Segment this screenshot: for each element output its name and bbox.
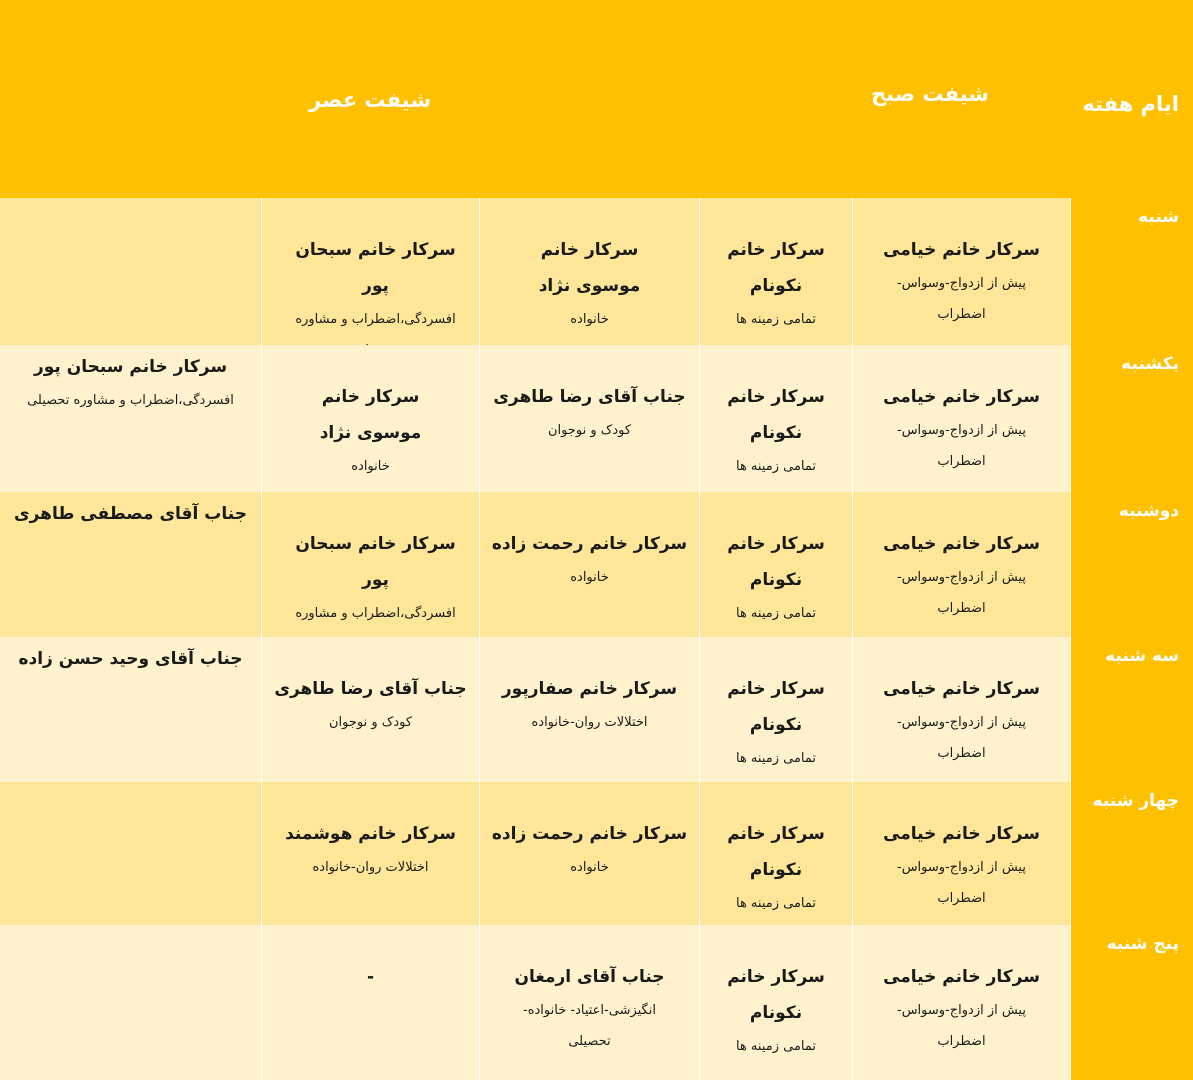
day-cell: پنج شنبه bbox=[1071, 925, 1193, 1080]
counselor-specialty: پیش از ازدواج-وسواس- اضطراب bbox=[897, 423, 1026, 469]
counselor-specialty: پیش از ازدواج-وسواس- اضطراب bbox=[897, 860, 1026, 906]
counselor-specialty: پیش از ازدواج-وسواس- اضطراب bbox=[897, 1003, 1026, 1049]
morning-cell-1 bbox=[853, 782, 1071, 925]
counselor-name: جناب آقای رضا طاهری bbox=[493, 387, 686, 407]
counselor-name: جناب آقای وحید حسن زاده bbox=[18, 649, 243, 669]
counselor-specialty: تمامی زمینه ها bbox=[735, 606, 817, 621]
evening-cell-1 bbox=[480, 782, 700, 925]
evening-cell-1 bbox=[480, 925, 700, 1080]
counselor-name: سرکار خانم خیامی bbox=[883, 387, 1040, 407]
counselor-specialty: افسردگی،اضطراب و مشاوره bbox=[295, 312, 456, 327]
table-row bbox=[0, 198, 1193, 345]
evening-cell-1 bbox=[480, 345, 700, 492]
counselor-specialty: پیش از ازدواج-وسواس- اضطراب bbox=[897, 570, 1026, 616]
table-row bbox=[0, 782, 1193, 925]
table-row bbox=[0, 345, 1193, 492]
day-cell: یکشنبه bbox=[1071, 345, 1193, 492]
counselor-name: سرکار خانم سبحان پور bbox=[33, 357, 228, 377]
counselor-specialty: پیش از ازدواج-وسواس- اضطراب bbox=[897, 276, 1026, 322]
morning-cell-2 bbox=[700, 198, 853, 345]
morning-cell-1 bbox=[853, 492, 1071, 637]
counselor-name: جناب آقای رضا طاهری bbox=[274, 679, 467, 699]
counselor-specialty: کودک و نوجوان bbox=[547, 423, 632, 438]
evening-cell-3 bbox=[0, 637, 262, 782]
counselor-specialty: خانواده bbox=[570, 570, 609, 585]
counselor-specialty: تمامی زمینه ها bbox=[735, 751, 817, 766]
morning-cell-2 bbox=[700, 492, 853, 637]
counselor-specialty: خانواده bbox=[570, 860, 609, 875]
evening-cell-3 bbox=[0, 492, 262, 637]
evening-cell-2 bbox=[262, 345, 480, 492]
counselor-specialty: پیش از ازدواج-وسواس- اضطراب bbox=[897, 715, 1026, 761]
counselor-name: سرکار خانم رحمت زاده bbox=[491, 534, 688, 554]
counselor-name: سرکار خانم نکونام bbox=[727, 387, 825, 443]
evening-cell-3 bbox=[0, 925, 262, 1080]
header-days: ایام هفته bbox=[1082, 92, 1179, 116]
evening-cell-2 bbox=[262, 492, 480, 637]
counselor-specialty: اختلالات روان-خانواده bbox=[312, 860, 429, 875]
counselor-name: سرکار خانم هوشمند bbox=[285, 824, 456, 844]
table-row bbox=[0, 637, 1193, 782]
counselor-name: سرکار خانم رحمت زاده bbox=[491, 824, 688, 844]
counselor-name: سرکار خانم صفارپور bbox=[501, 679, 678, 699]
evening-cell-2 bbox=[262, 637, 480, 782]
counselor-specialty: تمامی زمینه ها bbox=[735, 312, 817, 327]
morning-cell-1 bbox=[853, 925, 1071, 1080]
day-cell: سه شنبه bbox=[1071, 637, 1193, 782]
counselor-name: - bbox=[366, 967, 375, 987]
evening-cell-1 bbox=[480, 492, 700, 637]
evening-cell-3 bbox=[0, 345, 262, 492]
morning-cell-1 bbox=[853, 637, 1071, 782]
evening-cell-2 bbox=[262, 782, 480, 925]
counselor-specialty: اختلالات روان-خانواده bbox=[531, 715, 648, 730]
counselor-name: سرکار خانم نکونام bbox=[727, 534, 825, 590]
day-cell: دوشنبه bbox=[1071, 492, 1193, 637]
counselor-specialty: خانواده bbox=[351, 459, 390, 474]
evening-cell-1 bbox=[480, 637, 700, 782]
counselor-name: سرکار خانم خیامی bbox=[883, 679, 1040, 699]
counselor-specialty: افسردگی،اضطراب و مشاوره تحصیلی bbox=[27, 393, 234, 408]
evening-cell-3 bbox=[0, 782, 262, 925]
evening-cell-2 bbox=[262, 925, 480, 1080]
morning-cell-2 bbox=[700, 782, 853, 925]
counselor-name: سرکار خانم خیامی bbox=[883, 534, 1040, 554]
counselor-name: سرکار خانم موسوی نژاد bbox=[319, 387, 422, 443]
counselor-name: سرکار خانم خیامی bbox=[883, 824, 1040, 844]
header-morning-shift: شیفت صبح bbox=[871, 82, 989, 106]
morning-cell-1 bbox=[853, 345, 1071, 492]
counselor-name: سرکار خانم نکونام bbox=[727, 240, 825, 296]
morning-cell-1 bbox=[853, 198, 1071, 345]
counselor-name: جناب آقای مصطفی طاهری bbox=[14, 504, 247, 524]
table-row bbox=[0, 492, 1193, 637]
counselor-specialty: تمامی زمینه ها bbox=[735, 1039, 817, 1054]
day-cell: شنبه bbox=[1071, 198, 1193, 345]
day-cell: چهار شنبه bbox=[1071, 782, 1193, 925]
table-header bbox=[0, 0, 1193, 198]
counselor-name: سرکار خانم نکونام bbox=[727, 967, 825, 1023]
morning-cell-2 bbox=[700, 345, 853, 492]
morning-cell-2 bbox=[700, 925, 853, 1080]
counselor-specialty: انگیزشی-اعتیاد- خانواده- تحصیلی bbox=[523, 1003, 656, 1049]
counselor-specialty: افسردگی،اضطراب و مشاوره bbox=[295, 606, 456, 621]
counselor-specialty: تمامی زمینه ها bbox=[735, 459, 817, 474]
counselor-name: سرکار خانم نکونام bbox=[727, 679, 825, 735]
counselor-name: جناب آقای ارمغان bbox=[514, 967, 665, 987]
morning-cell-2 bbox=[700, 637, 853, 782]
counselor-name: سرکار خانم موسوی نژاد bbox=[538, 240, 641, 296]
counselor-name: سرکار خانم خیامی bbox=[883, 240, 1040, 260]
counselor-specialty: تمامی زمینه ها bbox=[735, 896, 817, 911]
header-evening-shift: شیفت عصر bbox=[309, 88, 431, 112]
evening-cell-3 bbox=[0, 198, 262, 345]
counselor-name: سرکار خانم سبحان پور bbox=[295, 534, 456, 590]
counselor-name: سرکار خانم سبحان پور bbox=[295, 240, 456, 296]
counselor-specialty: خانواده bbox=[570, 312, 609, 327]
table-row bbox=[0, 925, 1193, 1080]
counselor-name: سرکار خانم نکونام bbox=[727, 824, 825, 880]
evening-cell-1 bbox=[480, 198, 700, 345]
counselor-name: سرکار خانم خیامی bbox=[883, 967, 1040, 987]
evening-cell-2 bbox=[262, 198, 480, 345]
counselor-specialty: کودک و نوجوان bbox=[328, 715, 413, 730]
